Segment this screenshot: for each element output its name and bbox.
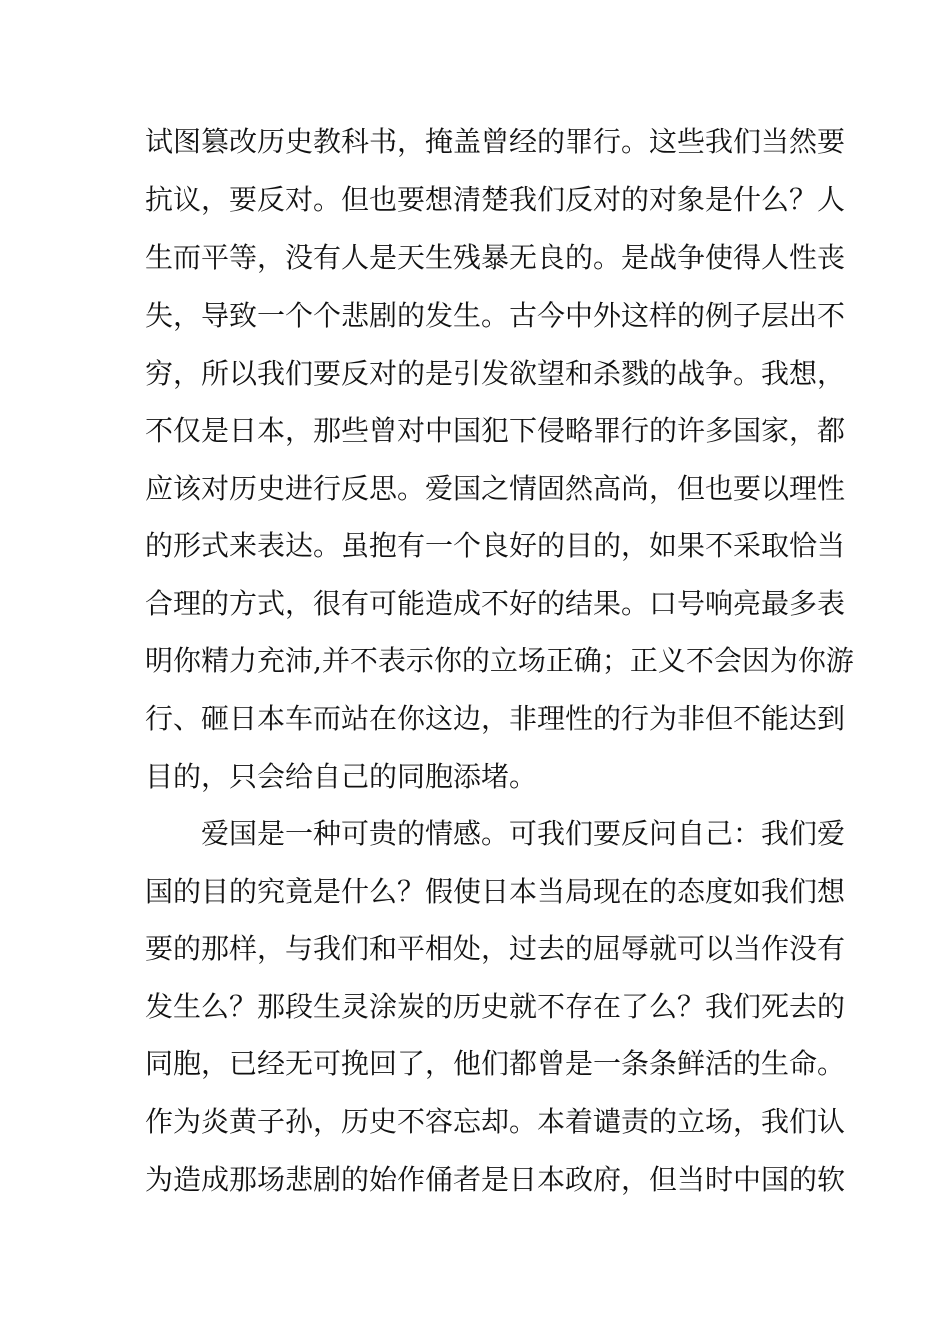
text-line: 同胞，已经无可挽回了，他们都曾是一条条鲜活的生命。 — [145, 1047, 846, 1080]
text-line: 应该对历史进行反思。爱国之情固然高尚，但也要以理性 — [145, 472, 846, 505]
paragraph-first-line: 爱国是一种可贵的情感。可我们要反问自己：我们爱 — [201, 817, 846, 850]
text-line: 试图篡改历史教科书，掩盖曾经的罪行。这些我们当然要 — [145, 125, 846, 158]
text-line: 国的目的究竟是什么？假使日本当局现在的态度如我们想 — [145, 875, 846, 908]
text-line: 行、砸日本车而站在你这边，非理性的行为非但不能达到 — [145, 702, 846, 735]
text-line: 要的那样，与我们和平相处，过去的屈辱就可以当作没有 — [145, 932, 846, 965]
text-line: 穷，所以我们要反对的是引发欲望和杀戮的战争。我想， — [145, 357, 846, 390]
text-line: 的形式来表达。虽抱有一个良好的目的，如果不采取恰当 — [145, 529, 846, 562]
text-line: 合理的方式，很有可能造成不好的结果。口号响亮最多表 — [145, 587, 846, 620]
text-line: 作为炎黄子孙，历史不容忘却。本着谴责的立场，我们认 — [145, 1105, 846, 1138]
text-line: 失，导致一个个悲剧的发生。古今中外这样的例子层出不 — [145, 299, 846, 332]
text-line: 生而平等，没有人是天生残暴无良的。是战争使得人性丧 — [145, 241, 846, 274]
text-line: 明你精力充沛,并不表示你的立场正确；正义不会因为你游 — [145, 644, 854, 677]
text-line: 不仅是日本，那些曾对中国犯下侵略罪行的许多国家，都 — [145, 414, 846, 447]
text-line: 目的，只会给自己的同胞添堵。 — [145, 760, 538, 793]
text-line: 为造成那场悲剧的始作俑者是日本政府，但当时中国的软 — [145, 1163, 846, 1196]
text-line: 抗议，要反对。但也要想清楚我们反对的对象是什么？人 — [145, 183, 846, 216]
text-line: 发生么？那段生灵涂炭的历史就不存在了么？我们死去的 — [145, 990, 846, 1023]
